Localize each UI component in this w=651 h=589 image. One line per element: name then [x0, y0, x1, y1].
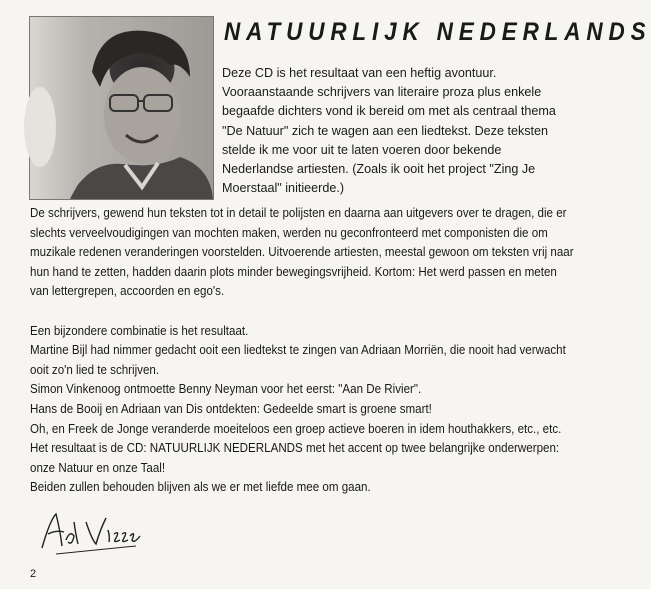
- paragraph-2: De schrijvers, gewend hun teksten tot in detail te polijsten en daarna aan uitgevers over te dragen, die er slechts verveelvoudigingen van mochten maken, werden nu geconfronteerd met componisten die om muzikale redenen veranderingen voorstelden. Uitvoerende artiesten, meestal gewoon om teksten vrij naar hun hand te zetten, hadden daarin plots minder bewegingsvrijheid. Kortom: Het werd passen en meten van lettergrepen, accoorden en ego's.: [30, 206, 574, 299]
- page-number: 2: [30, 568, 37, 580]
- intro-paragraph: [222, 64, 572, 198]
- line-7: Beiden zullen behouden blijven als we er met liefde mee om gaan.: [30, 480, 371, 495]
- line-6: Het resultaat is de CD: NATUURLIJK NEDERLANDS met het accent op twee belangrijke onderwerpen: onze Natuur en onze Taal!: [30, 441, 560, 475]
- line-3: Simon Vinkenoog ontmoette Benny Neyman voor het eerst: "Aan De Rivier".: [30, 382, 422, 397]
- body-text: [30, 204, 575, 498]
- intro-text: Deze CD is het resultaat van een heftig avontuur. Vooraanstaande schrijvers van literaire proza plus enkele begaafde dichters vond ik bereid om met als centraal thema "De Natuur" zich te wagen aan een liedtekst. Deze teksten stelde ik me voor uit te laten voeren door bekende Nederlandse artiesten. (Zoals ik ooit het project "Zing Je Moerstaal" initieerde.): [222, 66, 556, 196]
- line-4: Hans de Booij en Adriaan van Dis ontdekten: Gedeelde smart is groene smart!: [30, 401, 432, 416]
- page-title: NATUURLIJK NEDERLANDS: [224, 18, 651, 46]
- line-2: Martine Bijl had nimmer gedacht ooit een liedtekst te zingen van Adriaan Morriën, die nooit had verwacht ooit zo'n lied te schrijven.: [30, 343, 566, 377]
- handwritten-signature: [36, 500, 146, 565]
- line-5: Oh, en Freek de Jonge veranderde moeiteloos een groep actieve boeren in idem houthakkers, etc., etc.: [30, 421, 562, 436]
- portrait-photo: [29, 16, 214, 200]
- line-1: Een bijzondere combinatie is het resultaat.: [30, 323, 249, 338]
